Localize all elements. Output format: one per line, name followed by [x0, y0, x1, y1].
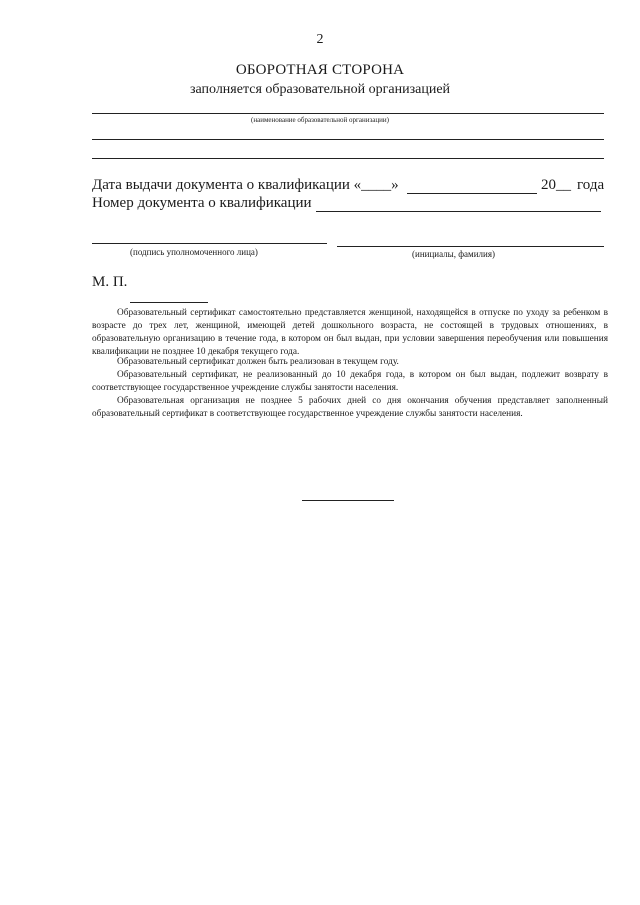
- initials-surname-caption: (инициалы, фамилия): [412, 249, 495, 259]
- org-name-line-3: [92, 158, 604, 159]
- issue-year-word: года: [577, 177, 605, 193]
- document-number-label: Номер документа о квалификации: [92, 195, 312, 211]
- name-line: [337, 246, 604, 247]
- footnote-paragraph: Образовательный сертификат должен быть реализован в текущем году.: [117, 357, 399, 367]
- footnote-paragraph: Образовательный сертификат самостоятельно представляется женщиной, находящейся в отпуске по уходу за ребенком в возрасте до трех лет, женщиной, имеющей детей дошкольного возраста, не состоящей в трудовых отношениях, в образовательную организацию в течение года, в котором он был выдан, при условии завершения переобучения или повышения квалификации не позднее 10 декабря текущего года.: [92, 308, 608, 357]
- end-separator: [302, 500, 394, 501]
- footnote-paragraph: Образовательный сертификат, не реализованный до 10 декабря года, в котором он был выдан, подлежит возврату в соответствующее государственное учреждение службы занятости населения.: [92, 370, 608, 393]
- page-title: ОБОРОТНАЯ СТОРОНА: [235, 62, 405, 78]
- issue-date-label: Дата выдачи документа о квалификации «____»: [92, 177, 399, 193]
- signature-line: [92, 243, 327, 244]
- page-subtitle: заполняется образовательной организацией: [189, 82, 451, 97]
- org-name-line-2: [92, 139, 604, 140]
- org-name-line-1: [92, 113, 604, 114]
- issue-month-line: [407, 193, 537, 194]
- stamp-place-label: М. П.: [92, 274, 128, 290]
- issue-year-field: 20__: [541, 177, 571, 193]
- signature-caption: (подпись уполномоченного лица): [130, 247, 258, 257]
- footnote-separator: [130, 302, 208, 303]
- page-number: 2: [316, 32, 324, 47]
- org-name-caption: (наименование образовательной организации): [251, 116, 389, 124]
- footnote-paragraph: Образовательная организация не позднее 5 рабочих дней со дня окончания обучения представляет заполненный образовательный сертификат в соответствующее государственное учреждение службы занятости населения.: [92, 396, 608, 419]
- document-number-line: [316, 211, 601, 212]
